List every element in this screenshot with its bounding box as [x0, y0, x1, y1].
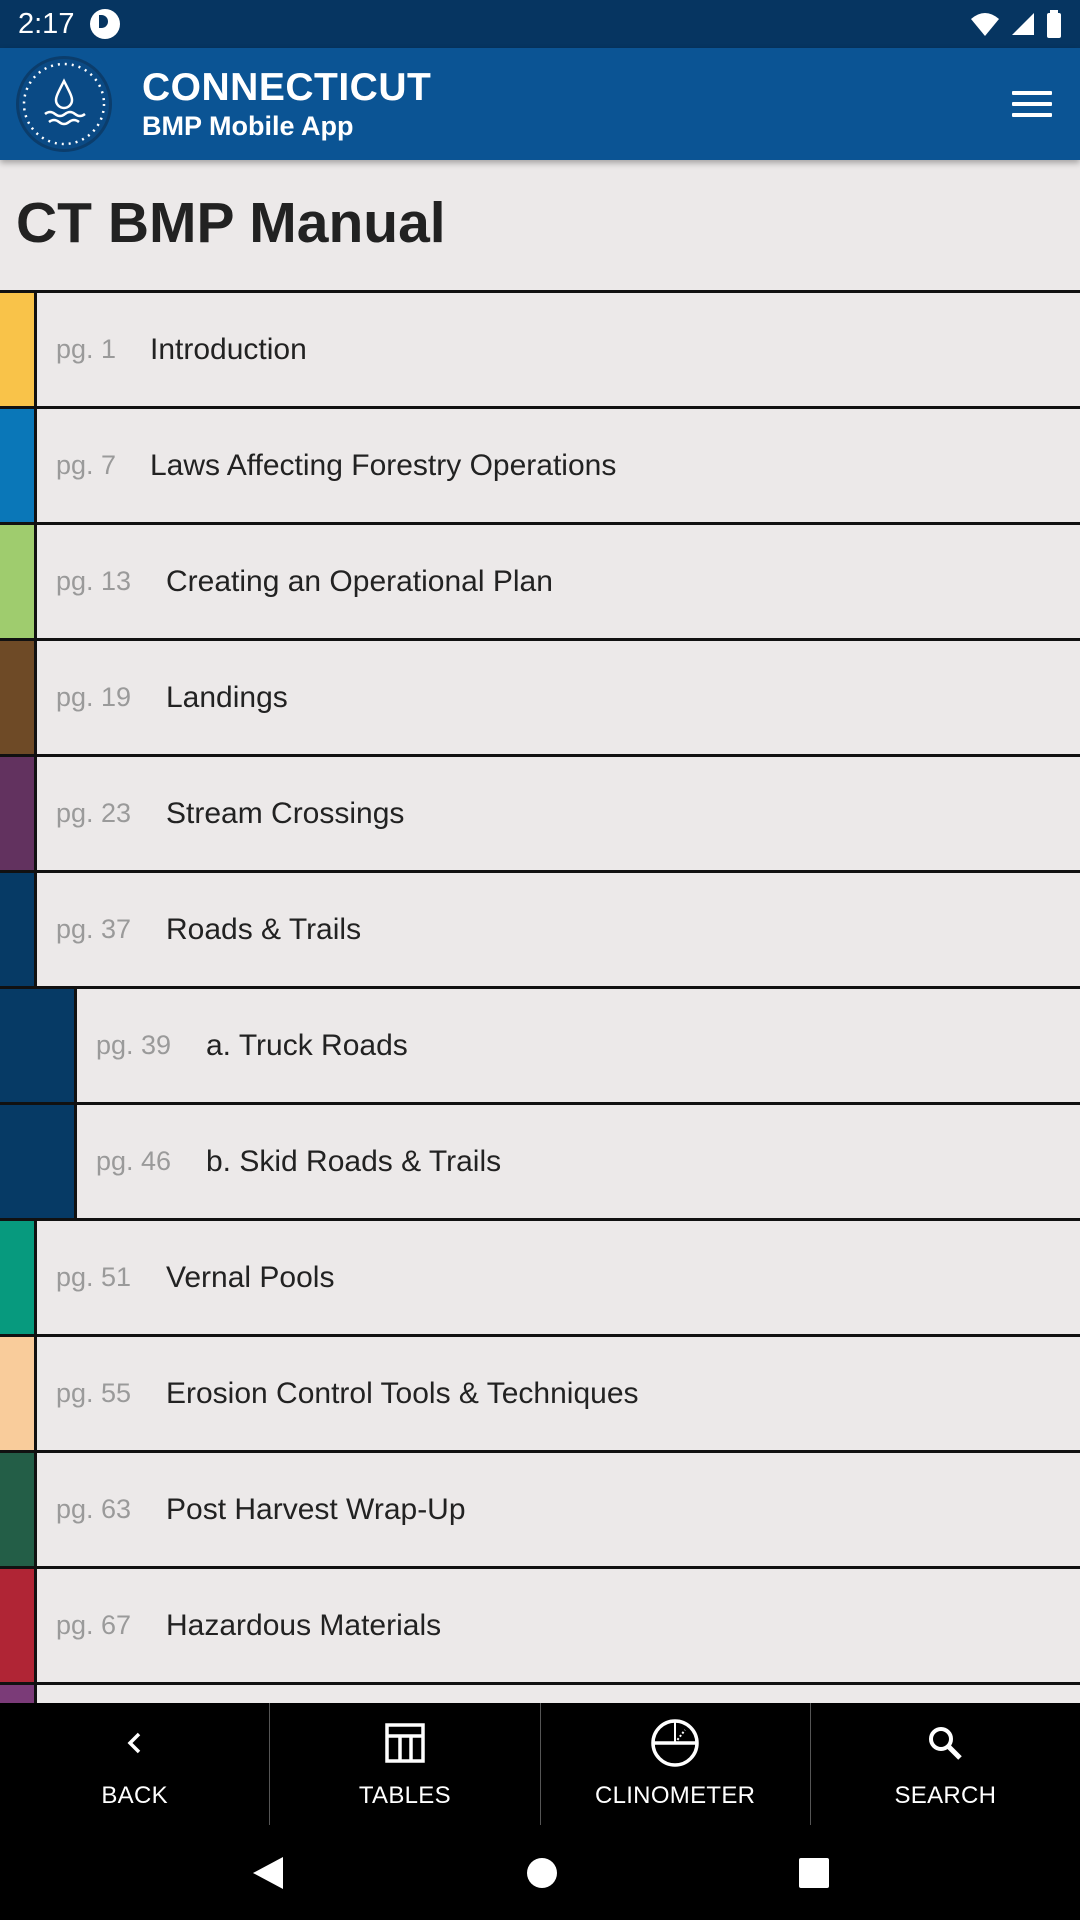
system-nav-bar [0, 1825, 1080, 1920]
menu-button[interactable] [1012, 86, 1052, 122]
app-logo [16, 56, 112, 152]
toc-page-number: pg. 19 [56, 682, 132, 712]
toc-item[interactable] [0, 409, 1080, 525]
clinometer-icon [650, 1718, 700, 1768]
section-color-bar [0, 1105, 77, 1218]
toc-item[interactable] [0, 873, 1080, 989]
toc-label: Vernal Pools [166, 1260, 335, 1294]
section-color-bar [0, 1453, 37, 1566]
toc-label: Landings [166, 680, 288, 714]
search-icon [925, 1723, 965, 1763]
toc-item[interactable] [0, 1685, 1080, 1703]
system-home-icon[interactable] [526, 1857, 558, 1889]
app-subtitle: BMP Mobile App [142, 111, 354, 141]
toc-item[interactable] [0, 1221, 1080, 1337]
toc-item[interactable] [0, 641, 1080, 757]
tables-button[interactable] [269, 1703, 539, 1825]
toc-page-number: pg. 7 [56, 450, 117, 480]
toc-item[interactable] [0, 757, 1080, 873]
toc-label: Erosion Control Tools & Techniques [166, 1376, 639, 1410]
back-button[interactable] [0, 1703, 269, 1825]
section-color-bar [0, 1221, 37, 1334]
toc-item[interactable] [0, 293, 1080, 409]
toc-item[interactable] [0, 1569, 1080, 1685]
toc-label: Post Harvest Wrap-Up [166, 1492, 466, 1526]
section-color-bar [0, 989, 77, 1102]
toc-item[interactable] [0, 989, 1080, 1105]
back-label: BACK [101, 1782, 168, 1809]
toc-page-number: pg. 13 [56, 566, 132, 596]
battery-icon [1046, 10, 1062, 38]
status-bar [0, 0, 1080, 48]
toc-page-number: pg. 39 [96, 1030, 172, 1060]
toc-label: b. Skid Roads & Trails [206, 1144, 502, 1178]
app-title: CONNECTICUT [142, 66, 432, 109]
search-button[interactable] [810, 1703, 1080, 1825]
page-title: CT BMP Manual [16, 191, 446, 255]
toc-label: a. Truck Roads [206, 1028, 408, 1062]
section-color-bar [0, 525, 37, 638]
toc-label: Creating an Operational Plan [166, 564, 553, 598]
toc-page-number: pg. 46 [96, 1146, 172, 1176]
clinometer-button[interactable] [540, 1703, 810, 1825]
toc-label: Hazardous Materials [166, 1608, 442, 1642]
status-time: 2:17 [18, 7, 75, 40]
toc-page-number: pg. 37 [56, 914, 132, 944]
toc-item[interactable] [0, 1453, 1080, 1569]
toc-page-number: pg. 67 [56, 1610, 132, 1640]
toc-label: Roads & Trails [166, 912, 362, 946]
system-recents-icon[interactable] [799, 1858, 829, 1888]
toc-label: Stream Crossings [166, 796, 405, 830]
section-color-bar [0, 1685, 37, 1703]
toc-item[interactable] [0, 1105, 1080, 1221]
section-color-bar [0, 757, 37, 870]
bottom-nav [0, 1703, 1080, 1825]
section-color-bar [0, 873, 37, 986]
water-drop-icon [19, 59, 109, 149]
section-color-bar [0, 641, 37, 754]
toc-page-number: pg. 23 [56, 798, 132, 828]
app-header [0, 48, 1080, 160]
toc-page-number: pg. 51 [56, 1262, 132, 1292]
tables-label: TABLES [358, 1782, 451, 1809]
toc-label: Laws Affecting Forestry Operations [150, 448, 617, 482]
chevron-left-icon [120, 1728, 150, 1758]
toc-page-number: pg. 1 [56, 334, 117, 364]
section-color-bar [0, 1337, 37, 1450]
app-notification-icon [90, 9, 120, 39]
wifi-icon [970, 11, 1000, 37]
status-icons [970, 10, 1062, 38]
toc-page-number: pg. 55 [56, 1378, 132, 1408]
system-back-icon[interactable] [251, 1855, 285, 1891]
signal-icon [1010, 11, 1036, 37]
hamburger-icon [1012, 91, 1052, 95]
search-label: SEARCH [894, 1782, 997, 1809]
toc-label: Introduction [150, 332, 307, 366]
toc-page-number: pg. 63 [56, 1494, 132, 1524]
clinometer-label: CLINOMETER [594, 1782, 756, 1809]
section-color-bar [0, 1569, 37, 1682]
table-icon [384, 1722, 426, 1764]
table-of-contents [0, 290, 1080, 1703]
section-color-bar [0, 409, 37, 522]
toc-item[interactable] [0, 525, 1080, 641]
section-color-bar [0, 293, 37, 406]
app-title-block [142, 66, 431, 142]
toc-item[interactable] [0, 1337, 1080, 1453]
